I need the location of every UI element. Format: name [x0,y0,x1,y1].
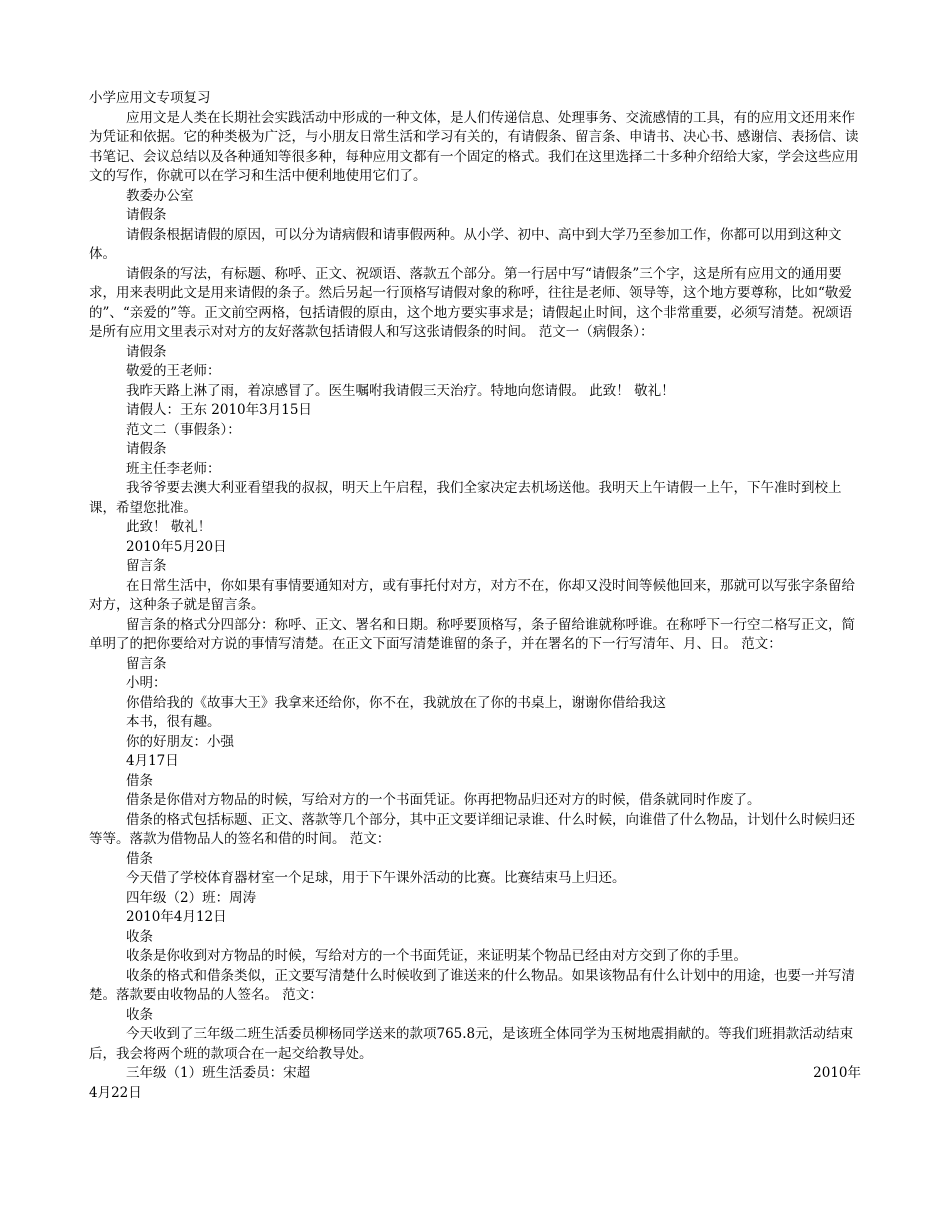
paragraph: 班主任李老师： [126,460,221,477]
paragraph: 请假条根据请假的原因，可以分为请病假和请事假两种。从小学、初中、高中到大学乃至参加工作，你都可以用到这种文体。 [89,226,842,262]
paragraph: 今天收到了三年级二班生活委员柳杨同学送来的款项765.8元，是该班全体同学为玉树地震捐献的。等我们班捐款活动结束后，我会将两个班的款项合在一起交给教导处。 [89,1026,854,1062]
paragraph: 请假条 [126,343,167,360]
paragraph: 借条 [126,850,153,867]
paragraph: 此致！ 敬礼！ [126,519,212,535]
closing-signer: 三年级（1）班生活委员：宋超 [126,1065,311,1081]
paragraph: 借条 [126,772,153,789]
paragraph: 敬爱的王老师： [126,363,221,379]
paragraph: 收条 [126,928,153,945]
paragraph: 小明： [126,675,167,691]
paragraph: 留言条 [126,655,167,672]
closing-signature-row [89,1064,861,1084]
paragraph: 请假条 [126,207,167,223]
paragraph: 我爷爷要去澳大利亚看望我的叔叔，明天上午启程，我们全家决定去机场送他。我明天上午请假一上午，下午准时到校上课，希望您批准。 [89,480,842,516]
paragraph: 收条的格式和借条类似，正文要写清楚什么时候收到了谁送来的什么物品。如果该物品有什么计划中的用途，也要一并写清楚。落款要由收物品的人签名。 范文： [89,967,855,1003]
paragraph: 在日常生活中，你如果有事情要通知对方，或有事托付对方，对方不在，你却又没时间等候他回来，那就可以写张字条留给对方，这种条子就是留言条。 [89,577,855,613]
paragraph: 教委办公室 [126,187,194,204]
closing-date: 4月22日 [89,1084,142,1101]
paragraph: 请假条 [126,441,167,457]
paragraph: 留言条的格式分四部分：称呼、正文、署名和日期。称呼要顶格写，条子留给谁就称呼谁。在称呼下一行空二格写正文，简单明了的把你要给对方说的事情写清楚。在正文下面写清楚谁留的条子，并在署名的下一行写清年、月、日。 范文： [89,616,855,652]
paragraph: 应用文是人类在长期社会实践活动中形成的一种文体，是人们传递信息、处理事务、交流感情的工具，有的应用文还用来作为凭证和依据。它的种类极为广泛，与小朋友日常生活和学习有关的，有请假条、留言条、申请书、决心书、感谢信、表扬信、读书笔记、会议总结以及各种通知等很多种，每种应用文都有一个固定的格式。我们在这里选择二十多种介绍给大家，学会这些应用文的写作，你就可以在学习和生活中便利地使用它们了。 [89,109,859,184]
paragraph: 你的好朋友：小强 [126,733,234,750]
paragraph: 2010年4月12日 [126,909,227,925]
paragraph: 我昨天路上淋了雨，着凉感冒了。医生嘱咐我请假三天治疗。特地向您请假。 此致！ 敬礼！ [126,382,675,399]
document-body [89,89,861,1103]
paragraph: 4月17日 [126,753,179,769]
paragraph: 请假人：王东 2010年3月15日 [126,402,312,418]
paragraph: 收条是你收到对方物品的时候，写给对方的一个书面凭证，来证明某个物品已经由对方交到了你的手里。 [126,948,747,964]
paragraph: 本书，很有趣。 [126,714,221,730]
paragraph: 2010年5月20日 [126,538,227,555]
paragraph: 请假条的写法，有标题、称呼、正文、祝颂语、落款五个部分。第一行居中写“请假条”三个字，这是所有应用文的通用要求，用来表明此文是用来请假的条子。然后另起一行顶格写请假对象的称呼，往往是老师、领导等，这个地方要尊称，比如“敬爱的”、“亲爱的”等。正文前空两格，包括请假的原由，这个地方要实事求是；请假起止时间，这个非常重要，必须写清楚。祝颂语是所有应用文里表示对对方的友好落款包括请假人和写这张请假条的时间。 范文一（病假条）： [89,265,853,340]
closing-year: 2010年 [813,1065,861,1081]
paragraph: 借条的格式包括标题、正文、落款等几个部分，其中正文要详细记录谁、什么时候，向谁借了什么物品，计划什么时候归还等等。落款为借物品人的签名和借的时间。 范文： [89,811,855,847]
paragraph: 四年级（2）班：周涛 [126,889,257,906]
paragraph: 范文二（事假条）： [126,421,241,438]
paragraph: 今天借了学校体育器材室一个足球，用于下午课外活动的比赛。比赛结束马上归还。 [126,870,626,886]
paragraph: 借条是你借对方物品的时候，写给对方的一个书面凭证。你再把物品归还对方的时候，借条就同时作废了。 [126,792,761,808]
document-title: 小学应用文专项复习 [89,90,211,106]
paragraph: 收条 [126,1006,153,1023]
paragraph: 留言条 [126,558,167,574]
paragraph: 你借给我的《故事大王》我拿来还给你，你不在，我就放在了你的书桌上，谢谢你借给我这 [126,694,666,711]
